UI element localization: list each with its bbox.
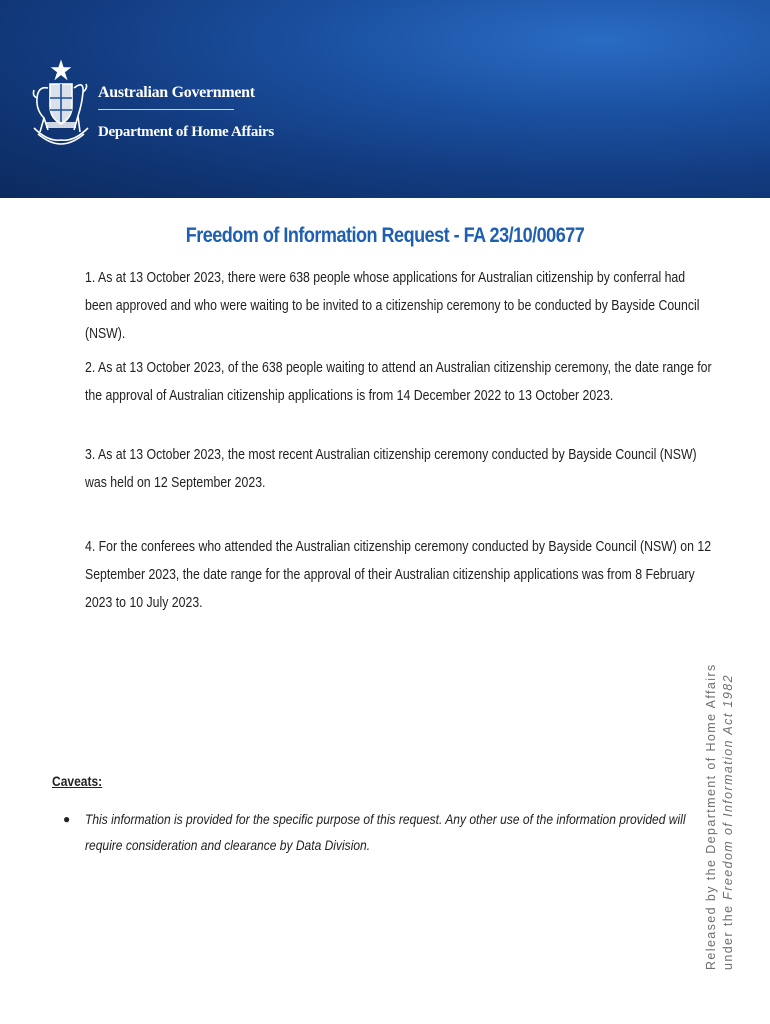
caveats-heading: Caveats: xyxy=(52,773,103,789)
government-name: Australian Government xyxy=(98,84,255,101)
release-watermark xyxy=(703,663,737,970)
document-title: Freedom of Information Request - FA 23/10/00677 xyxy=(185,224,585,247)
department-name: Department of Home Affairs xyxy=(98,124,274,140)
paragraph-4: 4. For the conferees who attended the Australian citizenship ceremony conducted by Bayside Council (NSW) on 12 September 2023, the date range for the approval of their Australian citizenship applications was from 8 February 2023 to 10 July 2023. xyxy=(85,539,712,611)
header-divider xyxy=(98,109,234,110)
watermark-line-1: Released by the Department of Home Affairs xyxy=(704,663,718,970)
header-banner xyxy=(0,0,770,198)
caveat-item: This information is provided for the specific purpose of this request. Any other use of the information provided will require consideration and clearance by Data Division. xyxy=(85,811,686,853)
bullet-icon: ● xyxy=(63,812,71,826)
coat-of-arms-icon xyxy=(28,58,94,146)
paragraph-3: 3. As at 13 October 2023, the most recent Australian citizenship ceremony conducted by Bayside Council (NSW) was held on 12 September 2023. xyxy=(85,447,697,491)
watermark-line-2 xyxy=(720,663,737,970)
watermark-line-2-prefix: under the xyxy=(721,899,735,970)
paragraph-1: 1. As at 13 October 2023, there were 638 people whose applications for Australian citizenship by conferral had been approved and who were waiting to be invited to a citizenship ceremony to be conducted by Bayside Council (NSW). xyxy=(85,270,700,342)
paragraph-2: 2. As at 13 October 2023, of the 638 people waiting to attend an Australian citizenship ceremony, the date range for the approval of Australian citizenship applications is from 14 December 2022 to 13 October 2023. xyxy=(85,360,712,404)
watermark-act-name: Freedom of Information Act 1982 xyxy=(721,674,735,900)
